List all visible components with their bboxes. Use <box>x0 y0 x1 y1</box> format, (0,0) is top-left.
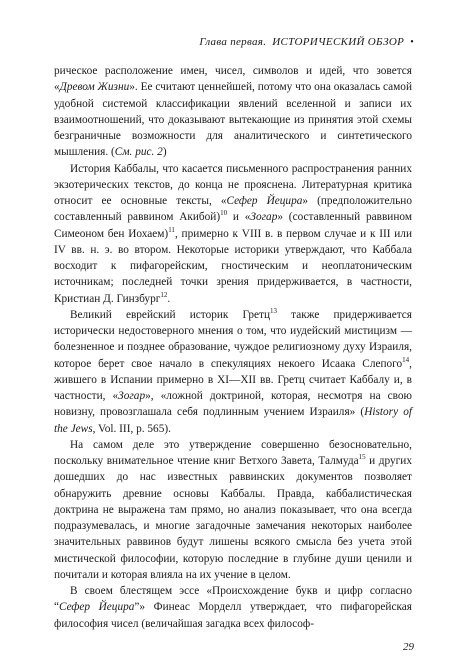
text-run: », «ложной доктриной, которая, несмотря на свою новизну, провозглашала себя подлинным учением Израиля» ( <box>54 390 412 419</box>
text-run: . <box>167 292 171 305</box>
footnote-marker: 12 <box>160 290 168 299</box>
header-chapter: Глава первая. <box>199 36 267 48</box>
italic-text: Древом Жизни <box>59 81 130 94</box>
text-run: История Каббалы, что касается письменного распространения ранних экзотерических текстов, до конца не прояснена. Литературная критика относит ее основные тексты, « <box>54 162 412 207</box>
text-run: » (предположительно составленный раввином Акибой) <box>54 195 412 224</box>
body-text <box>54 63 412 632</box>
paragraph <box>54 437 412 583</box>
footnote-marker: 10 <box>220 209 228 218</box>
italic-text: См. рис. 2 <box>114 146 163 159</box>
text-run: На самом деле это утверждение совершенно безосновательно, поскольку внимательное чтение книг Ветхого Завета, Талмуда <box>54 438 412 467</box>
text-run: Великий еврейский историк Гретц <box>70 308 270 321</box>
text-run: , примерно к VIII в. в первом случае и к III или IV вв. н. э. во втором. Некоторые историки утверждают, что Каббала восходит к пифагорейским, гностическим и неоплатоническим источникам; последней точки зрения придерживается, в частности, Кристиан Д. Гинзбург <box>54 227 412 305</box>
text-run: и « <box>227 211 251 224</box>
text-run: ) <box>162 146 167 159</box>
italic-text: Сефер Йецира <box>226 195 303 207</box>
paragraph <box>54 307 412 437</box>
footnote-marker: 11 <box>168 225 175 234</box>
footnote-marker: 14 <box>402 355 410 364</box>
footnote-marker: 15 <box>358 453 366 462</box>
page-number: 29 <box>403 641 414 653</box>
text-run: рическое расположение имен, чисел, символов и идей, что зовется « <box>54 65 412 94</box>
italic-text: Зогар <box>250 211 278 224</box>
italic-text: Зогар <box>118 390 146 402</box>
text-run: В своем блестящем эссе «Происхождение букв и цифр согласно “ <box>54 585 412 614</box>
header-title: ИСТОРИЧЕСКИЙ ОБЗОР <box>272 36 405 48</box>
paragraph <box>54 63 412 161</box>
paragraph <box>54 161 412 307</box>
text-run: , Vol. III, р. 565). <box>92 422 171 435</box>
text-run: и других дошедших до нас известных раввинских документов позволяет обнаружить древние основы Каббалы. Правда, каббалистическая доктрина не выражена там прямо, но анализ показывает, что она всегда подразумевалась, и многие загадочные замечания некоторых наиболее значительных раввинов будут лишены всякого смысла без учета этой мистической философии, которую последние в глубине души ценили и почитали и которая влияла на их учение в целом. <box>54 455 412 581</box>
text-run: » (составленный раввином Симеоном бен Иохаем) <box>54 211 412 240</box>
italic-text: Сефер Йецира <box>59 601 135 614</box>
text-run: , жившего в Испании примерно в XI—XII вв. Гретц считает Каббалу и, в частности, « <box>54 357 412 402</box>
header-bullet: • <box>410 36 414 48</box>
text-run: также придерживается исторически недостоверного мнения о том, что иудейский мистицизм — болезненное и позднее образование, чуждое религиозному духу Израиля, которое берет свое начало в спекуляциях некоего Исаака Слепого <box>54 308 413 370</box>
running-header <box>199 36 414 48</box>
footnote-marker: 13 <box>270 306 277 315</box>
text-run: ». Ее считают ценнейшей, потому что она оказалась самой удобной системой классификации явлений вселенной и записи их взаимоотношений, что доказывают вытекающие из принятия этой схемы безграничные возможности для аналитического и синтетического мышления. ( <box>54 81 412 159</box>
paragraph <box>54 583 412 632</box>
text-run: ”» Финеас Морделл утверждает, что пифагорейская философия чисел (величайшая загадка всех философ- <box>54 601 412 630</box>
italic-text: History of the Jews <box>54 406 412 435</box>
